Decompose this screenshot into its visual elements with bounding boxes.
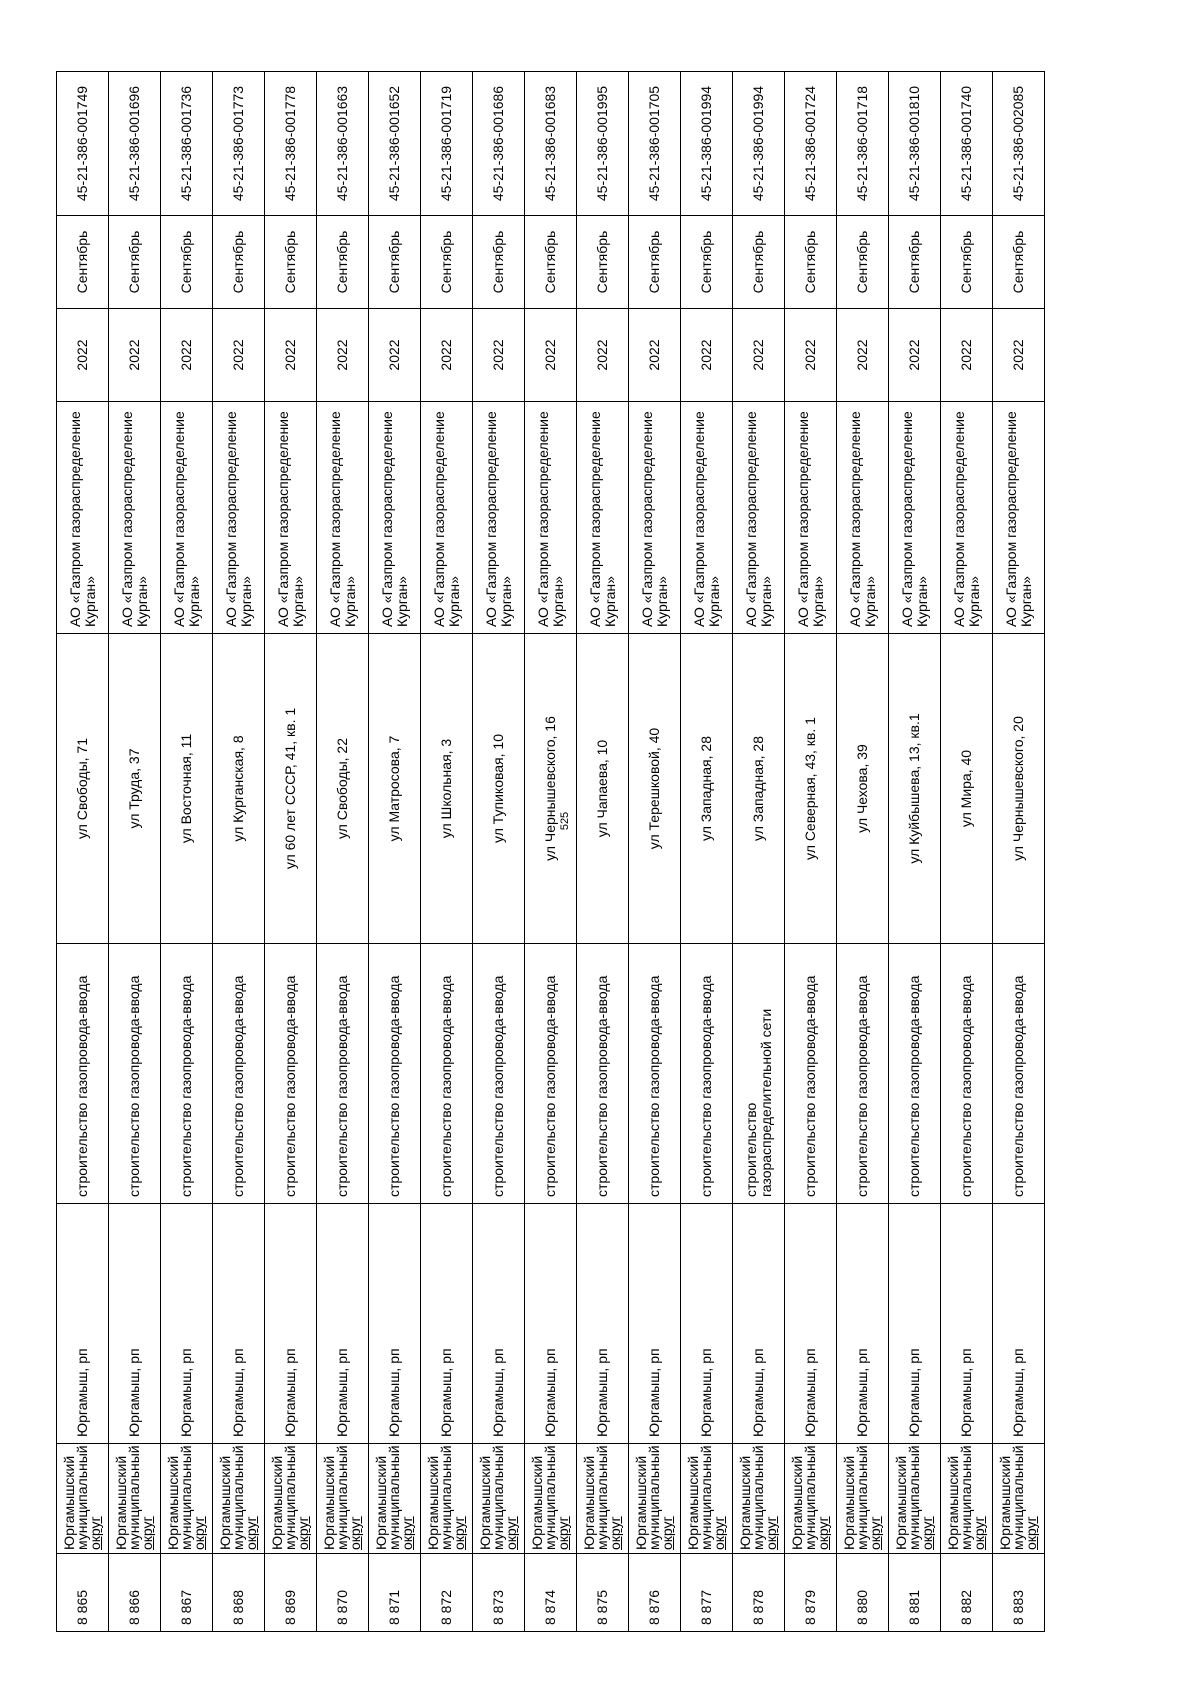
year-cell: 2022	[733, 309, 785, 402]
work-type-cell: строительство газопровода-ввода	[473, 944, 525, 1204]
address-cell: ул Чехова, 39	[837, 634, 889, 944]
row-number: 8 872	[421, 1554, 473, 1632]
address-cell: ул Школьная, 3	[421, 634, 473, 944]
month-cell: Сентябрь	[889, 216, 941, 309]
work-type-cell: строительство газопровода-ввода	[213, 944, 265, 1204]
organization-cell: АО «Газпром газораспределение Курган»	[213, 402, 265, 634]
table-row	[525, 72, 577, 1632]
table-row	[785, 72, 837, 1632]
organization-cell: АО «Газпром газораспределение Курган»	[837, 402, 889, 634]
district-line-3: округ	[503, 1516, 519, 1550]
address-cell: ул Западная, 28	[733, 634, 785, 944]
locality-cell: Юргамыш, рп	[889, 1204, 941, 1444]
locality-cell: Юргамыш, рп	[109, 1204, 161, 1444]
row-number: 8 879	[785, 1554, 837, 1632]
row-number: 8 867	[161, 1554, 213, 1632]
district-line-2: муниципальный	[490, 1445, 506, 1550]
address-cell: ул Свободы, 22	[317, 634, 369, 944]
month-cell: Сентябрь	[733, 216, 785, 309]
address-cell: ул Чапаева, 10	[577, 634, 629, 944]
district-line-1: Юргамышский	[217, 1455, 233, 1550]
district-line-2: муниципальный	[334, 1445, 350, 1550]
work-type-cell: строительство газопровода-ввода	[629, 944, 681, 1204]
year-cell: 2022	[681, 309, 733, 402]
district-line-3: округ	[451, 1516, 467, 1550]
locality-cell: Юргамыш, рп	[473, 1204, 525, 1444]
district-line-1: Юргамышский	[997, 1455, 1013, 1550]
address-cell: ул Мира, 40	[941, 634, 993, 944]
year-cell: 2022	[837, 309, 889, 402]
table-row	[369, 72, 421, 1632]
locality-cell: Юргамыш, рп	[525, 1204, 577, 1444]
code-cell: 45-21-386-001696	[109, 72, 161, 216]
table-row	[109, 72, 161, 1632]
district-cell	[837, 1444, 889, 1554]
work-type-cell: строительство газопровода-ввода	[369, 944, 421, 1204]
district-cell	[421, 1444, 473, 1554]
district-line-3: округ	[87, 1516, 103, 1550]
district-line-3: округ	[659, 1516, 675, 1550]
address-cell: ул Западная, 28	[681, 634, 733, 944]
row-number: 8 873	[473, 1554, 525, 1632]
table-row	[733, 72, 785, 1632]
address-cell: ул Труда, 37	[109, 634, 161, 944]
district-line-2: муниципальный	[386, 1445, 402, 1550]
code-cell: 45-21-386-001683	[525, 72, 577, 216]
address-cell: ул Восточная, 11	[161, 634, 213, 944]
district-line-1: Юргамышский	[61, 1455, 77, 1550]
address-cell: ул Чернышевского, 20	[993, 634, 1045, 944]
district-line-1: Юргамышский	[685, 1455, 701, 1550]
address-cell: ул Терешковой, 40	[629, 634, 681, 944]
district-cell	[889, 1444, 941, 1554]
district-line-2: муниципальный	[594, 1445, 610, 1550]
district-line-3: округ	[243, 1516, 259, 1550]
month-cell: Сентябрь	[473, 216, 525, 309]
code-cell: 45-21-386-001663	[317, 72, 369, 216]
year-cell: 2022	[265, 309, 317, 402]
district-line-1: Юргамышский	[893, 1455, 909, 1550]
address-cell: ул Северная, 43, кв. 1	[785, 634, 837, 944]
district-line-2: муниципальный	[74, 1445, 90, 1550]
year-cell: 2022	[317, 309, 369, 402]
district-cell	[785, 1444, 837, 1554]
organization-cell: АО «Газпром газораспределение Курган»	[889, 402, 941, 634]
district-line-1: Юргамышский	[373, 1455, 389, 1550]
district-line-3: округ	[763, 1516, 779, 1550]
locality-cell: Юргамыш, рп	[941, 1204, 993, 1444]
year-cell: 2022	[785, 309, 837, 402]
address-cell: ул Чернышевского, 16	[525, 634, 577, 944]
row-number: 8 875	[577, 1554, 629, 1632]
code-cell: 45-21-386-001778	[265, 72, 317, 216]
row-number: 8 882	[941, 1554, 993, 1632]
organization-cell: АО «Газпром газораспределение Курган»	[57, 402, 109, 634]
table-row	[993, 72, 1045, 1632]
locality-cell: Юргамыш, рп	[629, 1204, 681, 1444]
code-cell: 45-21-386-001652	[369, 72, 421, 216]
work-type-cell: строительство газораспределительной сети	[733, 944, 785, 1204]
code-cell: 45-21-386-001810	[889, 72, 941, 216]
address-cell: ул Свободы, 71	[57, 634, 109, 944]
month-cell: Сентябрь	[837, 216, 889, 309]
gasification-table	[56, 71, 1045, 1632]
district-line-3: округ	[971, 1516, 987, 1550]
code-cell: 45-21-386-002085	[993, 72, 1045, 216]
organization-cell: АО «Газпром газораспределение Курган»	[733, 402, 785, 634]
code-cell: 45-21-386-001736	[161, 72, 213, 216]
address-cell: ул Матросова, 7	[369, 634, 421, 944]
organization-cell: АО «Газпром газораспределение Курган»	[161, 402, 213, 634]
locality-cell: Юргамыш, рп	[369, 1204, 421, 1444]
organization-cell: АО «Газпром газораспределение Курган»	[369, 402, 421, 634]
organization-cell: АО «Газпром газораспределение Курган»	[525, 402, 577, 634]
code-cell: 45-21-386-001740	[941, 72, 993, 216]
district-cell	[577, 1444, 629, 1554]
district-line-3: округ	[191, 1516, 207, 1550]
table-row	[213, 72, 265, 1632]
row-number: 8 877	[681, 1554, 733, 1632]
district-cell	[525, 1444, 577, 1554]
row-number: 8 869	[265, 1554, 317, 1632]
locality-cell: Юргамыш, рп	[213, 1204, 265, 1444]
organization-cell: АО «Газпром газораспределение Курган»	[109, 402, 161, 634]
locality-cell: Юргамыш, рп	[577, 1204, 629, 1444]
code-cell: 45-21-386-001719	[421, 72, 473, 216]
district-line-1: Юргамышский	[581, 1455, 597, 1550]
work-type-cell: строительство газопровода-ввода	[161, 944, 213, 1204]
row-number: 8 880	[837, 1554, 889, 1632]
district-line-3: округ	[1023, 1516, 1039, 1550]
month-cell: Сентябрь	[369, 216, 421, 309]
organization-cell: АО «Газпром газораспределение Курган»	[421, 402, 473, 634]
code-cell: 45-21-386-001994	[733, 72, 785, 216]
locality-cell: Юргамыш, рп	[733, 1204, 785, 1444]
address-cell: ул 60 лет СССР, 41, кв. 1	[265, 634, 317, 944]
month-cell: Сентябрь	[681, 216, 733, 309]
district-cell	[733, 1444, 785, 1554]
year-cell: 2022	[421, 309, 473, 402]
district-line-2: муниципальный	[230, 1445, 246, 1550]
year-cell: 2022	[889, 309, 941, 402]
district-line-3: округ	[919, 1516, 935, 1550]
month-cell: Сентябрь	[109, 216, 161, 309]
table-row	[941, 72, 993, 1632]
row-number: 8 866	[109, 1554, 161, 1632]
month-cell: Сентябрь	[525, 216, 577, 309]
locality-cell: Юргамыш, рп	[317, 1204, 369, 1444]
district-line-3: округ	[399, 1516, 415, 1550]
district-line-2: муниципальный	[438, 1445, 454, 1550]
work-type-cell: строительство газопровода-ввода	[317, 944, 369, 1204]
code-cell: 45-21-386-001994	[681, 72, 733, 216]
district-line-1: Юргамышский	[425, 1455, 441, 1550]
work-type-cell: строительство газопровода-ввода	[941, 944, 993, 1204]
organization-cell: АО «Газпром газораспределение Курган»	[785, 402, 837, 634]
month-cell: Сентябрь	[577, 216, 629, 309]
row-number: 8 876	[629, 1554, 681, 1632]
year-cell: 2022	[161, 309, 213, 402]
table-row	[265, 72, 317, 1632]
year-cell: 2022	[993, 309, 1045, 402]
address-cell: ул Курганская, 8	[213, 634, 265, 944]
work-type-cell: строительство газопровода-ввода	[837, 944, 889, 1204]
table-row	[889, 72, 941, 1632]
locality-cell: Юргамыш, рп	[57, 1204, 109, 1444]
locality-cell: Юргамыш, рп	[681, 1204, 733, 1444]
row-number: 8 870	[317, 1554, 369, 1632]
month-cell: Сентябрь	[317, 216, 369, 309]
district-line-1: Юргамышский	[477, 1455, 493, 1550]
district-cell	[629, 1444, 681, 1554]
row-number: 8 865	[57, 1554, 109, 1632]
district-line-3: округ	[711, 1516, 727, 1550]
row-number: 8 868	[213, 1554, 265, 1632]
year-cell: 2022	[57, 309, 109, 402]
district-line-2: муниципальный	[802, 1445, 818, 1550]
district-line-1: Юргамышский	[633, 1455, 649, 1550]
year-cell: 2022	[577, 309, 629, 402]
row-number: 8 878	[733, 1554, 785, 1632]
district-cell	[109, 1444, 161, 1554]
district-line-2: муниципальный	[958, 1445, 974, 1550]
district-line-2: муниципальный	[126, 1445, 142, 1550]
locality-cell: Юргамыш, рп	[785, 1204, 837, 1444]
district-line-3: округ	[555, 1516, 571, 1550]
work-type-cell: строительство газопровода-ввода	[109, 944, 161, 1204]
code-cell: 45-21-386-001686	[473, 72, 525, 216]
work-type-cell: строительство газопровода-ввода	[993, 944, 1045, 1204]
row-number: 8 871	[369, 1554, 421, 1632]
district-line-1: Юргамышский	[529, 1455, 545, 1550]
table-row	[837, 72, 889, 1632]
year-cell: 2022	[213, 309, 265, 402]
work-type-cell: строительство газопровода-ввода	[421, 944, 473, 1204]
work-type-cell: строительство газопровода-ввода	[265, 944, 317, 1204]
code-cell: 45-21-386-001705	[629, 72, 681, 216]
address-cell: ул Куйбышева, 13, кв.1	[889, 634, 941, 944]
organization-cell: АО «Газпром газораспределение Курган»	[265, 402, 317, 634]
district-cell	[369, 1444, 421, 1554]
district-line-2: муниципальный	[646, 1445, 662, 1550]
work-type-cell: строительство газопровода-ввода	[577, 944, 629, 1204]
year-cell: 2022	[629, 309, 681, 402]
row-number: 8 883	[993, 1554, 1045, 1632]
table-row	[161, 72, 213, 1632]
month-cell: Сентябрь	[629, 216, 681, 309]
table-body	[57, 72, 1045, 1632]
locality-cell: Юргамыш, рп	[161, 1204, 213, 1444]
district-cell	[213, 1444, 265, 1554]
work-type-cell: строительство газопровода-ввода	[681, 944, 733, 1204]
month-cell: Сентябрь	[993, 216, 1045, 309]
locality-cell: Юргамыш, рп	[265, 1204, 317, 1444]
district-cell	[265, 1444, 317, 1554]
rotated-table-container	[56, 72, 1084, 1632]
district-line-2: муниципальный	[282, 1445, 298, 1550]
table-row	[57, 72, 109, 1632]
district-line-1: Юргамышский	[165, 1455, 181, 1550]
district-cell	[317, 1444, 369, 1554]
row-number: 8 881	[889, 1554, 941, 1632]
year-cell: 2022	[369, 309, 421, 402]
address-cell: ул Тупиковая, 10	[473, 634, 525, 944]
table-row	[629, 72, 681, 1632]
code-cell: 45-21-386-001724	[785, 72, 837, 216]
row-number: 8 874	[525, 1554, 577, 1632]
year-cell: 2022	[109, 309, 161, 402]
district-line-2: муниципальный	[750, 1445, 766, 1550]
table-row	[681, 72, 733, 1632]
district-line-2: муниципальный	[906, 1445, 922, 1550]
year-cell: 2022	[525, 309, 577, 402]
code-cell: 45-21-386-001718	[837, 72, 889, 216]
organization-cell: АО «Газпром газораспределение Курган»	[473, 402, 525, 634]
work-type-cell: строительство газопровода-ввода	[57, 944, 109, 1204]
organization-cell: АО «Газпром газораспределение Курган»	[629, 402, 681, 634]
district-line-1: Юргамышский	[269, 1455, 285, 1550]
work-type-cell: строительство газопровода-ввода	[525, 944, 577, 1204]
year-cell: 2022	[941, 309, 993, 402]
table-row	[577, 72, 629, 1632]
district-line-2: муниципальный	[1010, 1445, 1026, 1550]
district-cell	[473, 1444, 525, 1554]
district-cell	[681, 1444, 733, 1554]
code-cell: 45-21-386-001995	[577, 72, 629, 216]
district-line-1: Юргамышский	[945, 1455, 961, 1550]
district-line-3: округ	[347, 1516, 363, 1550]
table-row	[421, 72, 473, 1632]
district-line-2: муниципальный	[854, 1445, 870, 1550]
table-row	[473, 72, 525, 1632]
organization-cell: АО «Газпром газораспределение Курган»	[993, 402, 1045, 634]
district-line-3: округ	[815, 1516, 831, 1550]
district-line-3: округ	[139, 1516, 155, 1550]
district-line-2: муниципальный	[178, 1445, 194, 1550]
locality-cell: Юргамыш, рп	[837, 1204, 889, 1444]
district-line-1: Юргамышский	[113, 1455, 129, 1550]
district-line-3: округ	[295, 1516, 311, 1550]
month-cell: Сентябрь	[213, 216, 265, 309]
month-cell: Сентябрь	[941, 216, 993, 309]
work-type-cell: строительство газопровода-ввода	[889, 944, 941, 1204]
work-type-cell: строительство газопровода-ввода	[785, 944, 837, 1204]
month-cell: Сентябрь	[421, 216, 473, 309]
locality-cell: Юргамыш, рп	[993, 1204, 1045, 1444]
district-line-1: Юргамышский	[737, 1455, 753, 1550]
locality-cell: Юргамыш, рп	[421, 1204, 473, 1444]
district-line-1: Юргамышский	[841, 1455, 857, 1550]
table-row	[317, 72, 369, 1632]
code-cell: 45-21-386-001749	[57, 72, 109, 216]
district-line-3: округ	[867, 1516, 883, 1550]
month-cell: Сентябрь	[161, 216, 213, 309]
page-number: 525	[559, 811, 572, 831]
district-line-3: округ	[607, 1516, 623, 1550]
district-cell	[161, 1444, 213, 1554]
district-cell	[57, 1444, 109, 1554]
month-cell: Сентябрь	[57, 216, 109, 309]
district-line-2: муниципальный	[542, 1445, 558, 1550]
year-cell: 2022	[473, 309, 525, 402]
code-cell: 45-21-386-001773	[213, 72, 265, 216]
district-line-1: Юргамышский	[321, 1455, 337, 1550]
organization-cell: АО «Газпром газораспределение Курган»	[577, 402, 629, 634]
organization-cell: АО «Газпром газораспределение Курган»	[317, 402, 369, 634]
organization-cell: АО «Газпром газораспределение Курган»	[681, 402, 733, 634]
organization-cell: АО «Газпром газораспределение Курган»	[941, 402, 993, 634]
district-cell	[993, 1444, 1045, 1554]
district-line-1: Юргамышский	[789, 1455, 805, 1550]
district-cell	[941, 1444, 993, 1554]
month-cell: Сентябрь	[785, 216, 837, 309]
district-line-2: муниципальный	[698, 1445, 714, 1550]
month-cell: Сентябрь	[265, 216, 317, 309]
